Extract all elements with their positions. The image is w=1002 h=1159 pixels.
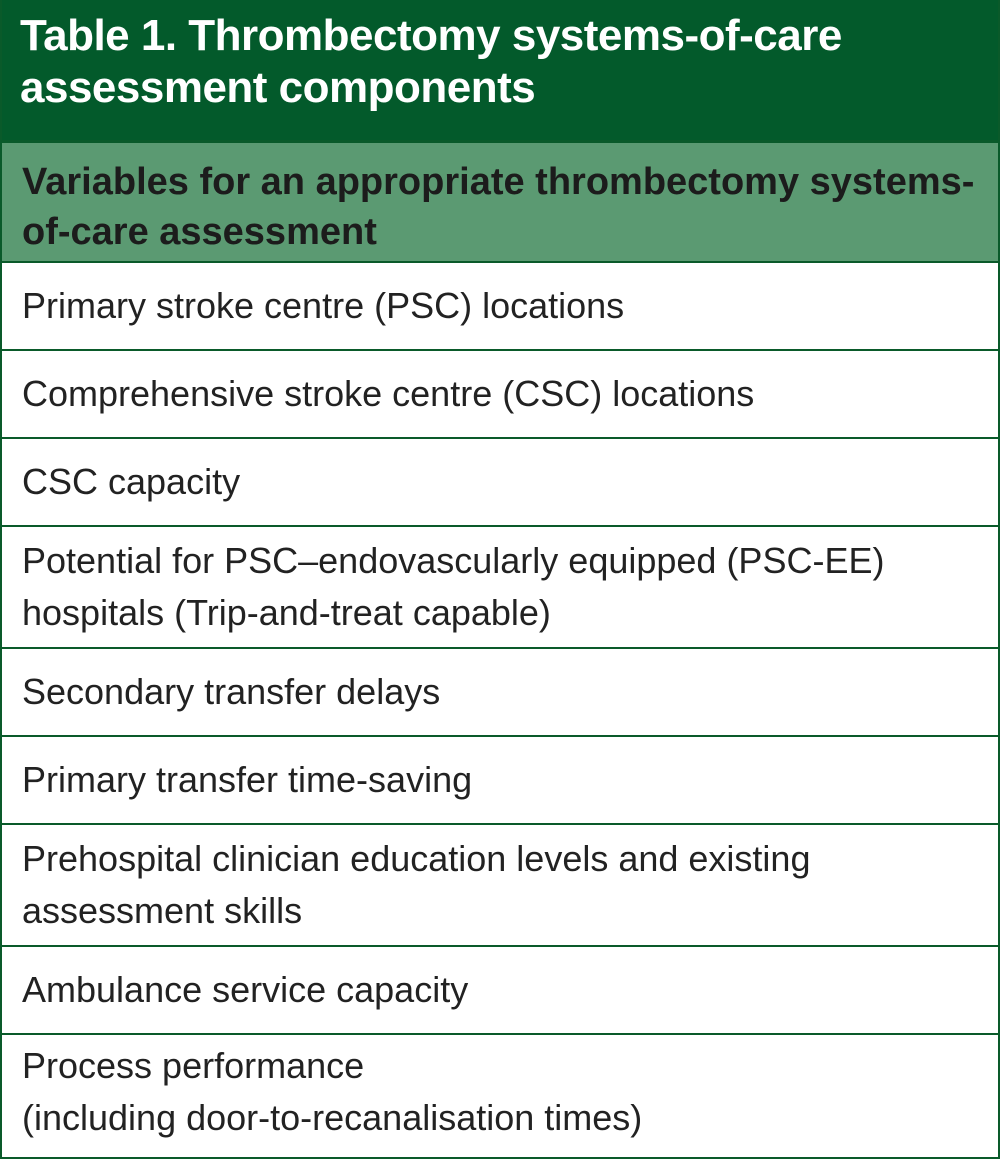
table-cell: Primary transfer time-saving [22, 759, 473, 800]
table-cell: Comprehensive stroke centre (CSC) locations [22, 373, 755, 414]
table-row [2, 439, 998, 527]
table-cell: Potential for PSC–endovascularly equipped (PSC-EE) hospitals (Trip-and-treat capable) [22, 540, 885, 633]
table-cell: Process performance (including door-to-recanalisation times) [22, 1045, 643, 1138]
table-row [2, 351, 998, 439]
table-row [2, 825, 998, 947]
table-row [2, 737, 998, 825]
column-header: Variables for an appropriate thrombectomy systems-of-care assessment [2, 140, 998, 263]
table-row [2, 1035, 998, 1149]
table-title: Table 1. Thrombectomy systems-of-care assessment components [2, 0, 998, 140]
table-cell: CSC capacity [22, 461, 241, 502]
table-cell: Prehospital clinician education levels and existing assessment skills [22, 838, 811, 931]
table-body [2, 263, 998, 1149]
table-cell: Primary stroke centre (PSC) locations [22, 285, 625, 326]
table-row [2, 947, 998, 1035]
table-row [2, 263, 998, 351]
table-cell: Secondary transfer delays [22, 671, 441, 712]
table-row [2, 649, 998, 737]
table-cell: Ambulance service capacity [22, 969, 469, 1010]
table-row [2, 527, 998, 649]
